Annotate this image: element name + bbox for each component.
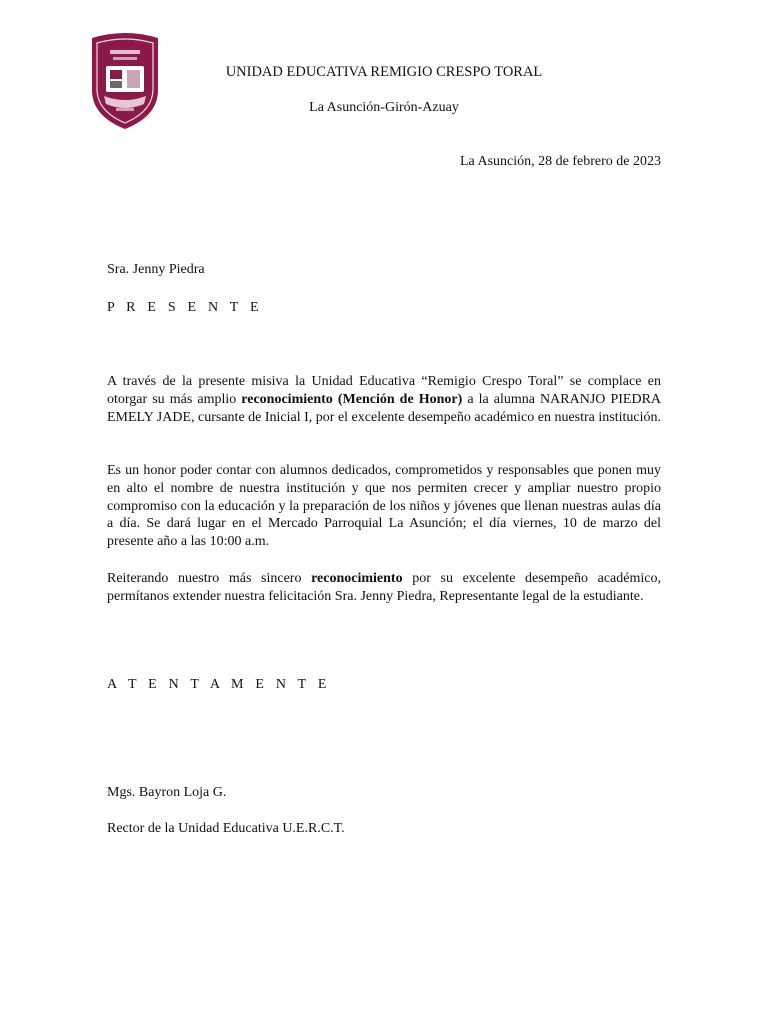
paragraph-1-text-c: a la alumna NARANJO PIEDRA EMELY JADE, cursante de Inicial I, por el excelente desempeño académico en nuestra institución. (107, 391, 662, 425)
school-name: UNIDAD EDUCATIVA REMIGIO CRESPO TORAL (225, 64, 543, 80)
presente-heading: P R E S E N T E (107, 300, 263, 315)
paragraph-3-text-c: por su excelente desempeño académico, permítanos extender nuestra felicitación Sra. Jenny Piedra, Representante legal de la estudiante. (107, 571, 661, 604)
signer-role: Rector de la Unidad Educativa U.E.R.C.T. (107, 821, 345, 836)
paragraph-3-bold: reconocimiento (311, 571, 403, 586)
paragraph-reiteration (107, 570, 661, 606)
school-location (0, 100, 768, 116)
closing-atentamente: A T E N T A M E N T E (107, 677, 331, 692)
recipient-name: Sra. Jenny Piedra (107, 262, 205, 277)
school-location-text: La Asunción-Girón-Azuay (309, 100, 459, 115)
signer-name: Mgs. Bayron Loja G. (107, 785, 227, 800)
paragraph-1-text-a: A través de la presente misiva la Unidad Educativa “Remigio Crespo Toral” se complace en otorgar su más amplio (107, 374, 661, 407)
paragraph-recognition (107, 373, 661, 426)
paragraph-1-bold: reconocimiento (Mención de Honor) (241, 391, 463, 407)
paragraph-honor: Es un honor poder contar con alumnos dedicados, comprometidos y responsables que ponen muy en alto el nombre de nuestra institución y que nos permiten crecer y ampliar nuestro propio compromiso con la educación y la preparación de los niños y jóvenes que llenan nuestras aulas día a día. Se dará lugar en el Mercado Parroquial La Asunción; el día viernes, 10 de marzo del presente año a las 10:00 a.m. (107, 463, 661, 550)
letter-date: La Asunción, 28 de febrero de 2023 (460, 154, 661, 169)
paragraph-3-text-a: Reiterando nuestro más sincero (107, 571, 312, 586)
